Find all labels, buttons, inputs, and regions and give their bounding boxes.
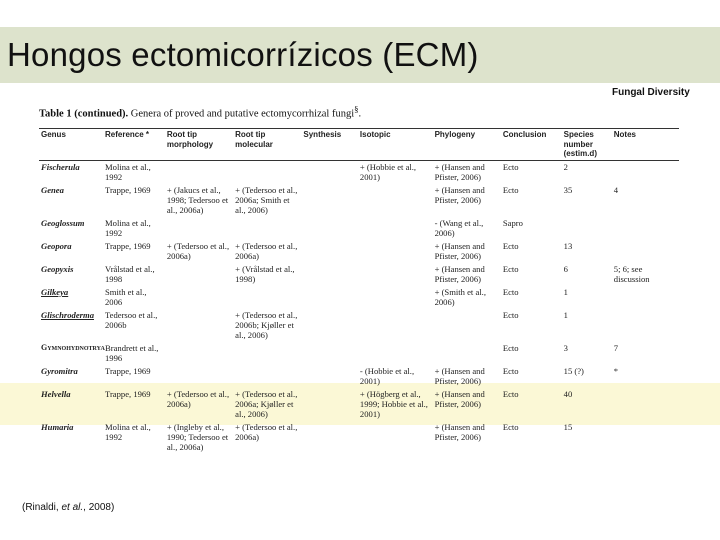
isotopic-cell [358, 343, 433, 366]
notes-cell: 4 [613, 185, 619, 195]
root-tip-molecular-cell [233, 218, 301, 241]
journal-name: Fungal Diversity [612, 87, 690, 98]
table-row [39, 287, 679, 310]
slide-title: Hongos ectomicorrízicos (ECM) [7, 36, 479, 73]
reference-cell: Trappe, 1969 [105, 241, 151, 251]
genus-cell: Gymnohydnotrya [41, 343, 105, 352]
species-number-cell: 15 (?) [563, 366, 584, 376]
phylogeny-cell: + (Hansen and Pfister, 2006) [434, 422, 485, 442]
synthesis-cell [301, 287, 358, 310]
conclusion-cell: Ecto [502, 185, 519, 195]
species-number-cell: 2 [563, 162, 568, 172]
table-row [39, 422, 679, 455]
isotopic-cell: + (Högberg et al., 1999; Hobbie et al., 2001) [359, 389, 428, 419]
notes-cell [612, 218, 679, 241]
table-row [39, 310, 679, 343]
table-row [39, 264, 679, 287]
table-caption-mark: § [354, 104, 359, 114]
genus-cell: Genea [41, 185, 64, 195]
synthesis-cell [301, 343, 358, 366]
reference-cell: Molina et al., 1992 [105, 162, 151, 182]
table-row [39, 185, 679, 218]
header-root-tip-molecular: Root tip molecular [235, 130, 273, 149]
reference-cell: Brandrett et al., 1996 [105, 343, 159, 363]
header-conclusion: Conclusion [502, 130, 547, 139]
conclusion-cell: Ecto [502, 287, 519, 297]
phylogeny-cell: + (Hansen and Pfister, 2006) [434, 185, 485, 205]
conclusion-cell: Ecto [502, 310, 519, 320]
table-row [39, 389, 679, 422]
conclusion-cell: Ecto [502, 343, 519, 353]
synthesis-cell [301, 310, 358, 343]
ectomycorrhizal-genera-table [39, 130, 679, 455]
citation-prefix: (Rinaldi, [22, 502, 62, 513]
conclusion-cell: Ecto [502, 366, 519, 376]
root-tip-molecular-cell [233, 343, 301, 366]
phylogeny-cell: + (Hansen and Pfister, 2006) [434, 366, 485, 386]
notes-cell [612, 389, 679, 422]
root-tip-morphology-cell [165, 162, 233, 185]
synthesis-cell [301, 241, 358, 264]
species-number-cell: 3 [563, 343, 568, 353]
header-isotopic: Isotopic [359, 130, 391, 139]
root-tip-molecular-cell: + (Tedersoo et al., 2006a; Kjøller et al., 2006) [235, 389, 298, 419]
synthesis-cell [301, 366, 358, 389]
conclusion-cell: Ecto [502, 422, 519, 432]
citation-suffix: , 2008) [83, 502, 115, 513]
phylogeny-cell: + (Smith et al., 2006) [434, 287, 486, 307]
phylogeny-cell [433, 343, 501, 366]
isotopic-cell [358, 241, 433, 264]
table-header-row [39, 130, 679, 162]
root-tip-morphology-cell [165, 287, 233, 310]
phylogeny-cell: + (Hansen and Pfister, 2006) [434, 264, 485, 284]
species-number-cell: 1 [563, 310, 568, 320]
header-phylogeny: Phylogeny [434, 130, 476, 139]
genus-cell: Geoglossum [41, 218, 85, 228]
genus-cell: Gyromitra [41, 366, 78, 376]
table-row [39, 366, 679, 389]
genus-cell: Gilkeya [41, 287, 69, 297]
citation [22, 502, 114, 513]
header-reference: Reference * [105, 130, 150, 139]
reference-cell: Smith et al., 2006 [105, 287, 147, 307]
header-genus: Genus [41, 130, 66, 139]
notes-cell [612, 287, 679, 310]
conclusion-cell: Ecto [502, 264, 519, 274]
table-caption-label: Table 1 (continued). [39, 108, 129, 120]
isotopic-cell [358, 185, 433, 218]
genus-cell: Fischerula [41, 162, 80, 172]
species-number-cell: 13 [563, 241, 573, 251]
root-tip-morphology-cell: + (Tedersoo et al., 2006a) [166, 389, 230, 409]
synthesis-cell [301, 422, 358, 455]
phylogeny-cell: + (Hansen and Pfister, 2006) [434, 241, 485, 261]
notes-cell [612, 162, 679, 185]
root-tip-molecular-cell: + (Tedersoo et al., 2006b; Kjøller et al., 2006) [235, 310, 298, 340]
notes-cell: 7 [613, 343, 619, 353]
species-number-cell: 1 [563, 287, 568, 297]
isotopic-cell [358, 287, 433, 310]
root-tip-morphology-cell [165, 310, 233, 343]
reference-cell: Vrålstad et al., 1998 [105, 264, 155, 284]
notes-cell: 5; 6; see discussion [613, 264, 650, 284]
isotopic-cell [358, 264, 433, 287]
header-root-tip-morphology: Root tip morphology [166, 130, 214, 149]
conclusion-cell: Ecto [502, 389, 519, 399]
root-tip-molecular-cell: + (Vrålstad et al., 1998) [235, 264, 295, 284]
root-tip-molecular-cell [233, 366, 301, 389]
genus-cell: Helvella [41, 389, 71, 399]
isotopic-cell [358, 310, 433, 343]
table-caption [39, 104, 361, 120]
header-notes: Notes [613, 130, 636, 139]
species-number-cell: 15 [563, 422, 573, 432]
phylogeny-cell: + (Hansen and Pfister, 2006) [434, 389, 485, 409]
root-tip-molecular-cell: + (Tedersoo et al., 2006a) [235, 241, 298, 261]
conclusion-cell: Sapro [502, 218, 523, 228]
phylogeny-cell [433, 310, 501, 343]
root-tip-molecular-cell [233, 287, 301, 310]
isotopic-cell: - (Hobbie et al., 2001) [359, 366, 415, 386]
root-tip-morphology-cell [165, 366, 233, 389]
root-tip-molecular-cell: + (Tedersoo et al., 2006a; Smith et al., 2006) [235, 185, 298, 215]
reference-cell: Trappe, 1969 [105, 185, 151, 195]
genus-cell: Geopora [41, 241, 72, 251]
genus-cell: Geopyxis [41, 264, 74, 274]
table-row [39, 218, 679, 241]
header-synthesis: Synthesis [303, 130, 342, 139]
root-tip-molecular-cell: + (Tedersoo et al., 2006a) [235, 422, 298, 442]
root-tip-morphology-cell: + (Ingleby et al., 1990; Tedersoo et al., 2006a) [166, 422, 229, 452]
isotopic-cell: + (Hobbie et al., 2001) [359, 162, 417, 182]
root-tip-morphology-cell [165, 343, 233, 366]
notes-cell [612, 422, 679, 455]
table-caption-end: . [358, 108, 362, 120]
synthesis-cell [301, 185, 358, 218]
header-species-number: Species number (estim.d) [563, 130, 597, 158]
reference-cell: Trappe, 1969 [105, 389, 151, 399]
genus-cell: Humaria [41, 422, 74, 432]
phylogeny-cell: - (Wang et al., 2006) [434, 218, 484, 238]
reference-cell: Molina et al., 1992 [105, 218, 151, 238]
phylogeny-cell: + (Hansen and Pfister, 2006) [434, 162, 485, 182]
notes-cell: * [613, 366, 619, 376]
root-tip-morphology-cell [165, 218, 233, 241]
species-number-cell [562, 218, 612, 241]
species-number-cell: 6 [563, 264, 568, 274]
species-number-cell: 35 [563, 185, 573, 195]
synthesis-cell [301, 389, 358, 422]
table-top-rule [39, 128, 679, 129]
conclusion-cell: Ecto [502, 162, 519, 172]
genus-cell: Glischroderma [41, 310, 94, 320]
species-number-cell: 40 [563, 389, 573, 399]
root-tip-morphology-cell: + (Tedersoo et al., 2006a) [166, 241, 230, 261]
synthesis-cell [301, 264, 358, 287]
reference-cell: Molina et al., 1992 [105, 422, 151, 442]
isotopic-cell [358, 218, 433, 241]
table-row [39, 241, 679, 264]
root-tip-morphology-cell [165, 264, 233, 287]
conclusion-cell: Ecto [502, 241, 519, 251]
isotopic-cell [358, 422, 433, 455]
notes-cell [612, 241, 679, 264]
reference-cell: Tedersoo et al., 2006b [105, 310, 158, 330]
synthesis-cell [301, 218, 358, 241]
reference-cell: Trappe, 1969 [105, 366, 151, 376]
root-tip-molecular-cell [233, 162, 301, 185]
notes-cell [612, 310, 679, 343]
table-row [39, 162, 679, 185]
citation-italic: et al. [61, 502, 84, 513]
root-tip-morphology-cell: + (Jakucs et al., 1998; Tedersoo et al., 2006a) [166, 185, 229, 215]
table-row [39, 343, 679, 366]
table-caption-text: Genera of proved and putative ectomycorrhizal fungi [128, 108, 355, 120]
synthesis-cell [301, 162, 358, 185]
